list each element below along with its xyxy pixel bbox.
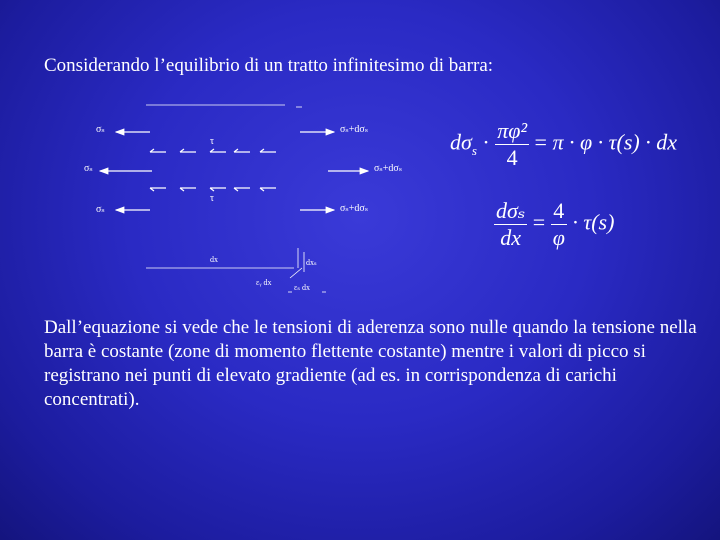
eq2-rhs-numerator: 4 bbox=[551, 198, 567, 225]
sigma-top-right-label: σₛ+dσₛ bbox=[340, 124, 369, 135]
eq2-rhs-denominator: φ bbox=[552, 225, 565, 250]
bar-element-diagram bbox=[80, 90, 440, 300]
eq1-fraction bbox=[495, 118, 529, 171]
dx-label: dx bbox=[210, 255, 218, 264]
eq1-numerator: πφ² bbox=[497, 118, 528, 143]
tau-bot-label: τ bbox=[210, 193, 215, 204]
sigma-mid-left-label: σₛ bbox=[84, 163, 93, 174]
equation-derivative bbox=[494, 198, 614, 251]
eq1-denominator: 4 bbox=[506, 145, 518, 170]
equation-equilibrium bbox=[450, 118, 677, 171]
eps-s-dx-label: εₛ dx bbox=[294, 283, 311, 292]
eps-dx-label: εᵧ dx bbox=[256, 278, 272, 287]
tau-bot-arrows bbox=[150, 188, 276, 191]
sigma-bot-left-label: σₛ bbox=[96, 204, 105, 215]
eq1-rhs: π · φ · τ(s) · dx bbox=[552, 129, 678, 155]
tau-top-label: τ bbox=[210, 136, 215, 147]
eq1-lhs: dσ bbox=[450, 129, 472, 155]
sigma-mid-right-label: σₛ+dσₛ bbox=[374, 163, 403, 174]
dx-small-label: dxₛ bbox=[306, 258, 317, 267]
diagram-drawing bbox=[80, 90, 440, 300]
eq1-equals: = bbox=[534, 129, 547, 155]
eq2-numerator: dσₛ bbox=[496, 198, 526, 223]
explanation-paragraph: Dall’equazione si vede che le tensioni di aderenza sono nulle quando la tensione nella barra è costante (zone di momento flettente costante) mentre i valori di picco si registrano nei punti di elevato gradiente (ad es. in corrispondenza di carichi concentrati). bbox=[44, 317, 697, 410]
eq1-lhs-sub: s bbox=[471, 142, 477, 158]
tau-top-arrows bbox=[150, 149, 276, 152]
eq2-fraction bbox=[494, 198, 527, 251]
intro-text: Considerando l’equilibrio di un tratto infinitesimo di barra: bbox=[44, 55, 494, 76]
eq2-equals: = bbox=[532, 209, 546, 235]
eq2-rhs-tail: · τ(s) bbox=[572, 209, 615, 235]
sigma-top-left-label: σₛ bbox=[96, 124, 105, 135]
eq2-denominator: dx bbox=[500, 225, 522, 250]
eq1-dot: · bbox=[482, 129, 490, 155]
sigma-bot-right-label: σₛ+dσₛ bbox=[340, 203, 369, 214]
eq2-rhs-fraction bbox=[551, 198, 567, 251]
